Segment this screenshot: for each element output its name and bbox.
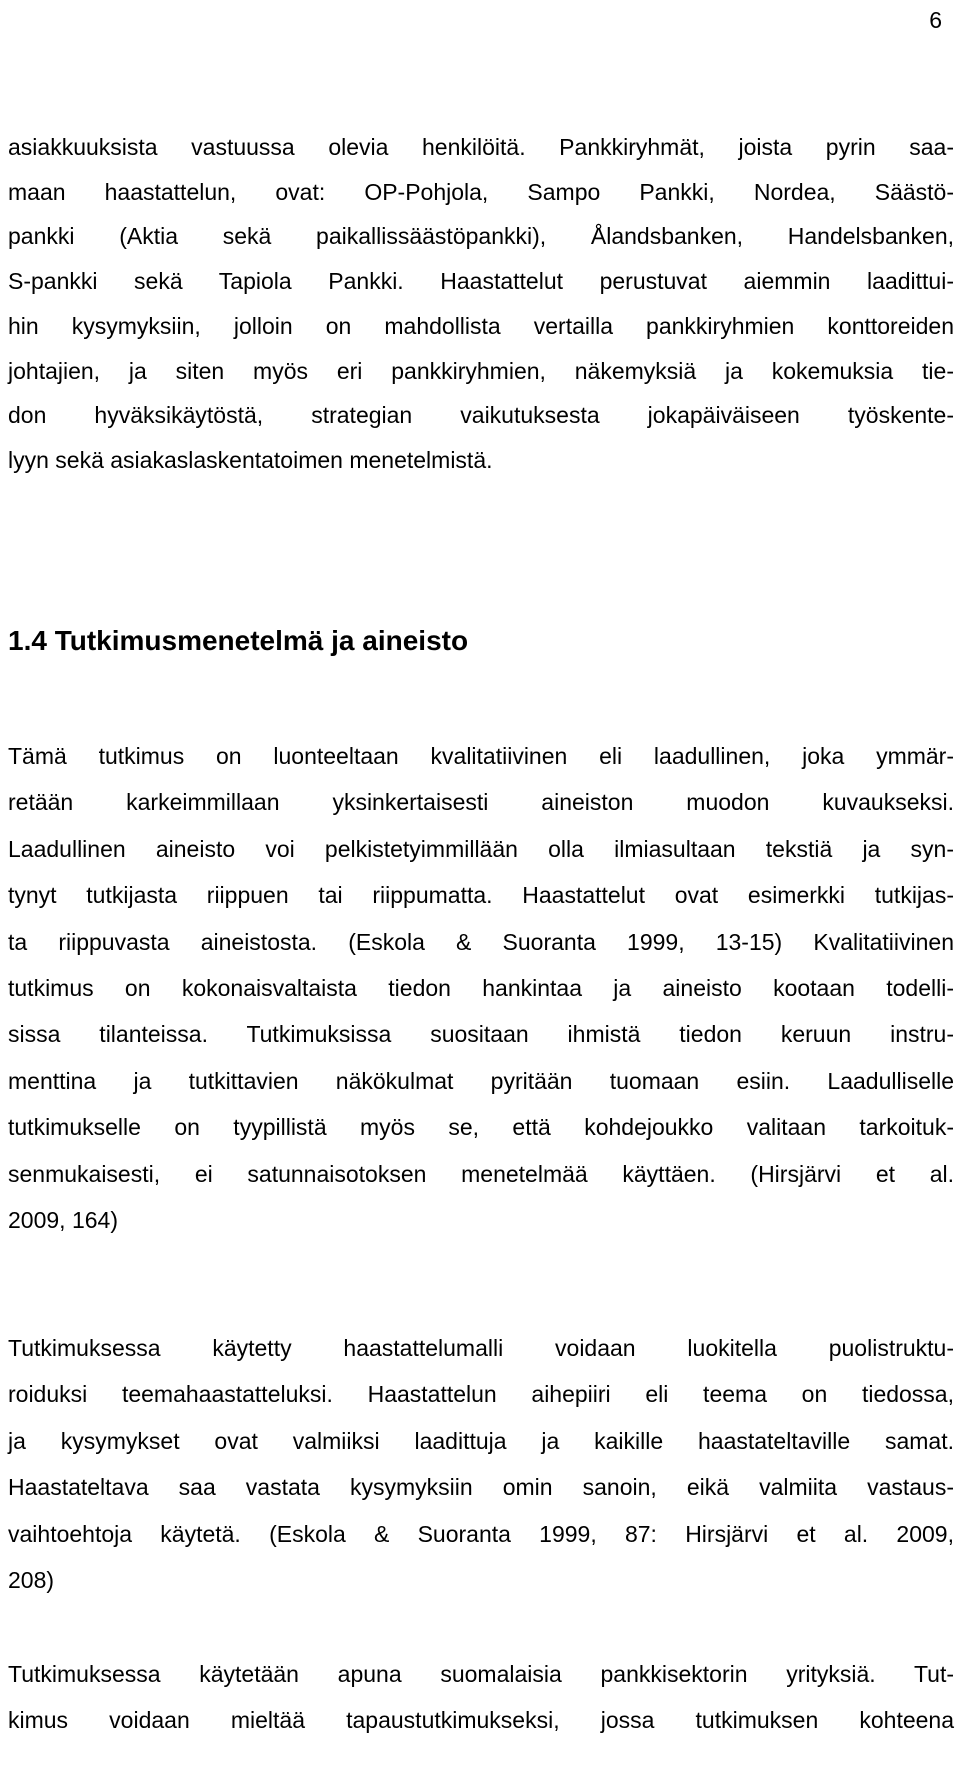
text-line: pankki (Aktia sekä paikallissäästöpankki), Ålandsbanken, Handelsbanken, xyxy=(8,223,954,250)
text-line: don hyväksikäytöstä, strategian vaikutuksesta jokapäiväiseen työskente- xyxy=(8,402,954,429)
text-line: hin kysymyksiin, jolloin on mahdollista vertailla pankkiryhmien konttoreiden xyxy=(8,312,954,339)
paragraph-interview-model xyxy=(8,1325,954,1603)
section-heading: 1.4 Tutkimusmenetelmä ja aineisto xyxy=(8,625,469,656)
text-line: ja kysymykset ovat valmiiksi laadittuja ja kaikille haastateltaville samat. xyxy=(8,1427,954,1454)
text-line: sissa tilanteissa. Tutkimuksissa suositaan ihmistä tiedon keruun instru- xyxy=(8,1021,954,1048)
text-line: menttina ja tutkittavien näkökulmat pyritään tuomaan esiin. Laadulliselle xyxy=(8,1067,954,1094)
text-line: maan haastattelun, ovat: OP-Pohjola, Sampo Pankki, Nordea, Säästö- xyxy=(8,178,954,205)
text-line: roiduksi teemahaastatteluksi. Haastattelun aihepiiri eli teema on tiedossa, xyxy=(8,1381,954,1408)
text-line: 208) xyxy=(8,1567,55,1594)
text-line: ta riippuvasta aineistosta. (Eskola & Suoranta 1999, 13-15) Kvalitatiivinen xyxy=(8,928,954,955)
text-line: 2009, 164) xyxy=(8,1207,118,1234)
text-line: Haastateltava saa vastata kysymyksiin omin sanoin, eikä valmiita vastaus- xyxy=(8,1474,954,1501)
text-line: tutkimus on kokonaisvaltaista tiedon hankintaa ja aineisto kootaan todelli- xyxy=(8,975,954,1002)
text-line: senmukaisesti, ei satunnaisotoksen menetelmää käyttäen. (Hirsjärvi et al. xyxy=(8,1160,954,1187)
text-line: Tutkimuksessa käytetään apuna suomalaisia pankkisektorin yrityksiä. Tut- xyxy=(8,1661,954,1687)
text-line: Tutkimuksessa käytetty haastattelumalli voidaan luokitella puolistruktu- xyxy=(8,1335,954,1361)
text-line: Laadullinen aineisto voi pelkistetyimmillään olla ilmiasultaan tekstiä ja syn- xyxy=(8,835,954,862)
text-line: tynyt tutkijasta riippuen tai riippumatta. Haastattelut ovat esimerkki tutkijas- xyxy=(8,882,954,909)
paragraph-case-study xyxy=(8,1651,954,1744)
page-number: 6 xyxy=(929,7,942,33)
paragraph-method xyxy=(8,733,954,1243)
paragraph-intro xyxy=(8,125,954,483)
text-line: retään karkeimmillaan yksinkertaisesti aineiston muodon kuvaukseksi. xyxy=(8,789,954,816)
text-line: Tämä tutkimus on luonteeltaan kvalitatiivinen eli laadullinen, joka ymmär- xyxy=(8,743,954,769)
text-line: johtajien, ja siten myös eri pankkiryhmien, näkemyksiä ja kokemuksia tie- xyxy=(8,357,954,384)
text-line: asiakkuuksista vastuussa olevia henkilöitä. Pankkiryhmät, joista pyrin saa- xyxy=(8,134,954,160)
text-line: vaihtoehtoja käytetä. (Eskola & Suoranta 1999, 87: Hirsjärvi et al. 2009, xyxy=(8,1520,954,1547)
text-line: kimus voidaan mieltää tapaustutkimukseksi, jossa tutkimuksen kohteena xyxy=(8,1707,954,1734)
text-line: lyyn sekä asiakaslaskentatoimen menetelmistä. xyxy=(8,446,493,473)
text-line: S-pankki sekä Tapiola Pankki. Haastattelut perustuvat aiemmin laadittui- xyxy=(8,268,954,295)
text-line: tutkimukselle on tyypillistä myös se, että kohdejoukko valitaan tarkoituk- xyxy=(8,1114,954,1141)
